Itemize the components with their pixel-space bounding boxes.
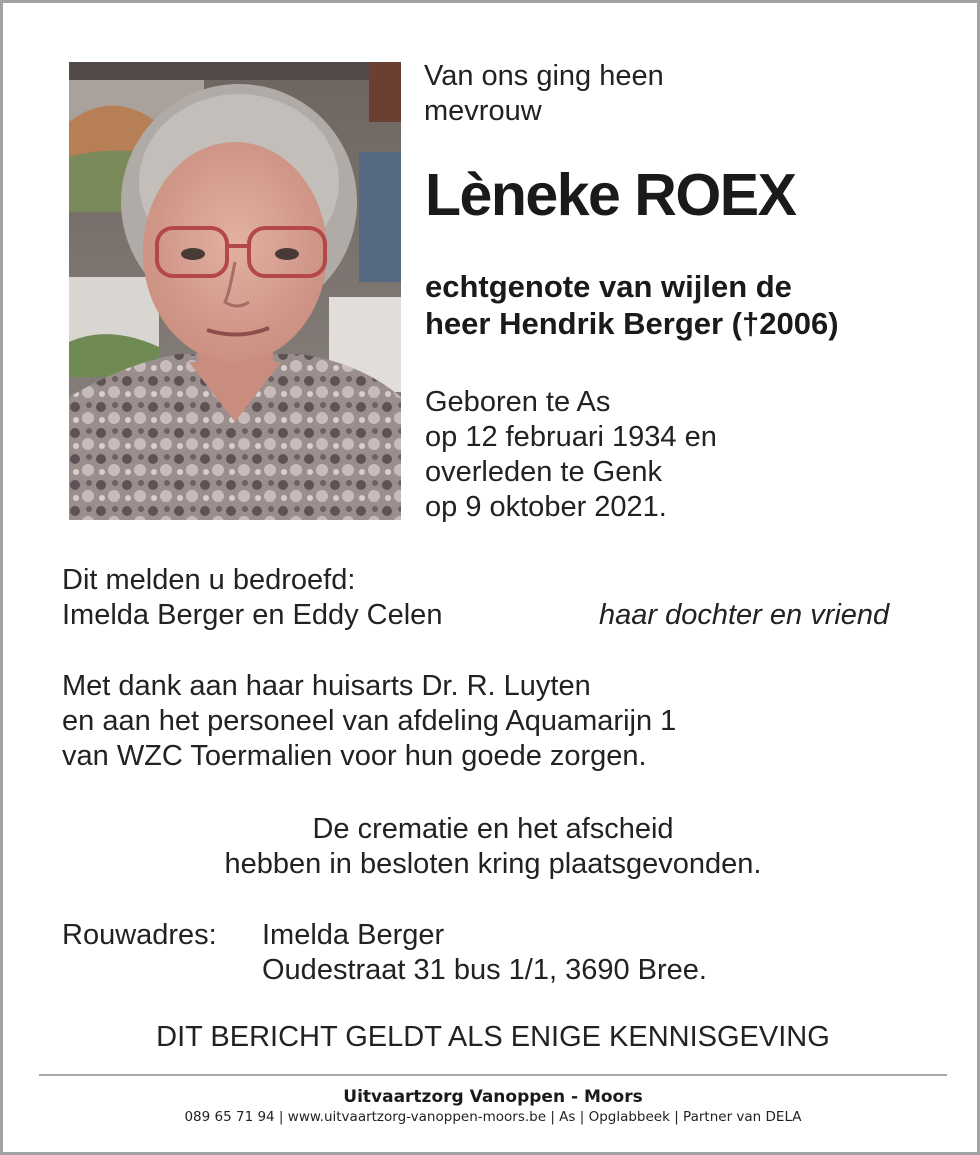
ceremony-line: De crematie en het afscheid [312,813,674,845]
address-line: Oudestraat 31 bus 1/1, 3690 Bree. [262,954,707,986]
address-label: Rouwadres: [62,919,217,951]
funeral-home-contact: 089 65 71 94 | www.uitvaartzorg-vanoppen-moors.be | As | Opglabbeek | Partner van DELA [184,1109,802,1125]
intro-line: mevrouw [424,95,542,127]
notice-text: DIT BERICHT GELDT ALS ENIGE KENNISGEVING [156,1021,830,1053]
intro-line: Van ons ging heen [424,60,664,92]
family-relation: haar dochter en vriend [599,599,890,631]
funeral-home-name: Uitvaartzorg Vanoppen - Moors [343,1087,643,1107]
deceased-name: Lèneke ROEX [425,162,796,228]
thanks-text [62,669,676,774]
spouse-text [425,268,839,342]
life-line: op 9 oktober 2021. [425,491,667,523]
address-line: Imelda Berger [262,919,445,951]
life-line: op 12 februari 1934 en [425,421,717,453]
intro-text [424,59,664,129]
life-line: overleden te Genk [425,456,662,488]
footer-divider [39,1074,947,1076]
address-text [262,918,707,988]
life-line: Geboren te As [425,386,611,418]
spouse-line: heer Hendrik Berger (†2006) [425,306,839,341]
life-details [425,385,717,525]
ceremony-text [3,812,980,882]
announcement-text: Dit melden u bedroefd: [62,564,356,596]
family-names: Imelda Berger en Eddy Celen [62,599,443,631]
thanks-line: van WZC Toermalien voor hun goede zorgen. [62,740,647,772]
portrait-photo [69,62,401,520]
thanks-line: en aan het personeel van afdeling Aquamarijn 1 [62,705,677,737]
spouse-line: echtgenote van wijlen de [425,269,792,304]
thanks-line: Met dank aan haar huisarts Dr. R. Luyten [62,670,591,702]
ceremony-line: hebben in besloten kring plaatsgevonden. [224,848,762,880]
